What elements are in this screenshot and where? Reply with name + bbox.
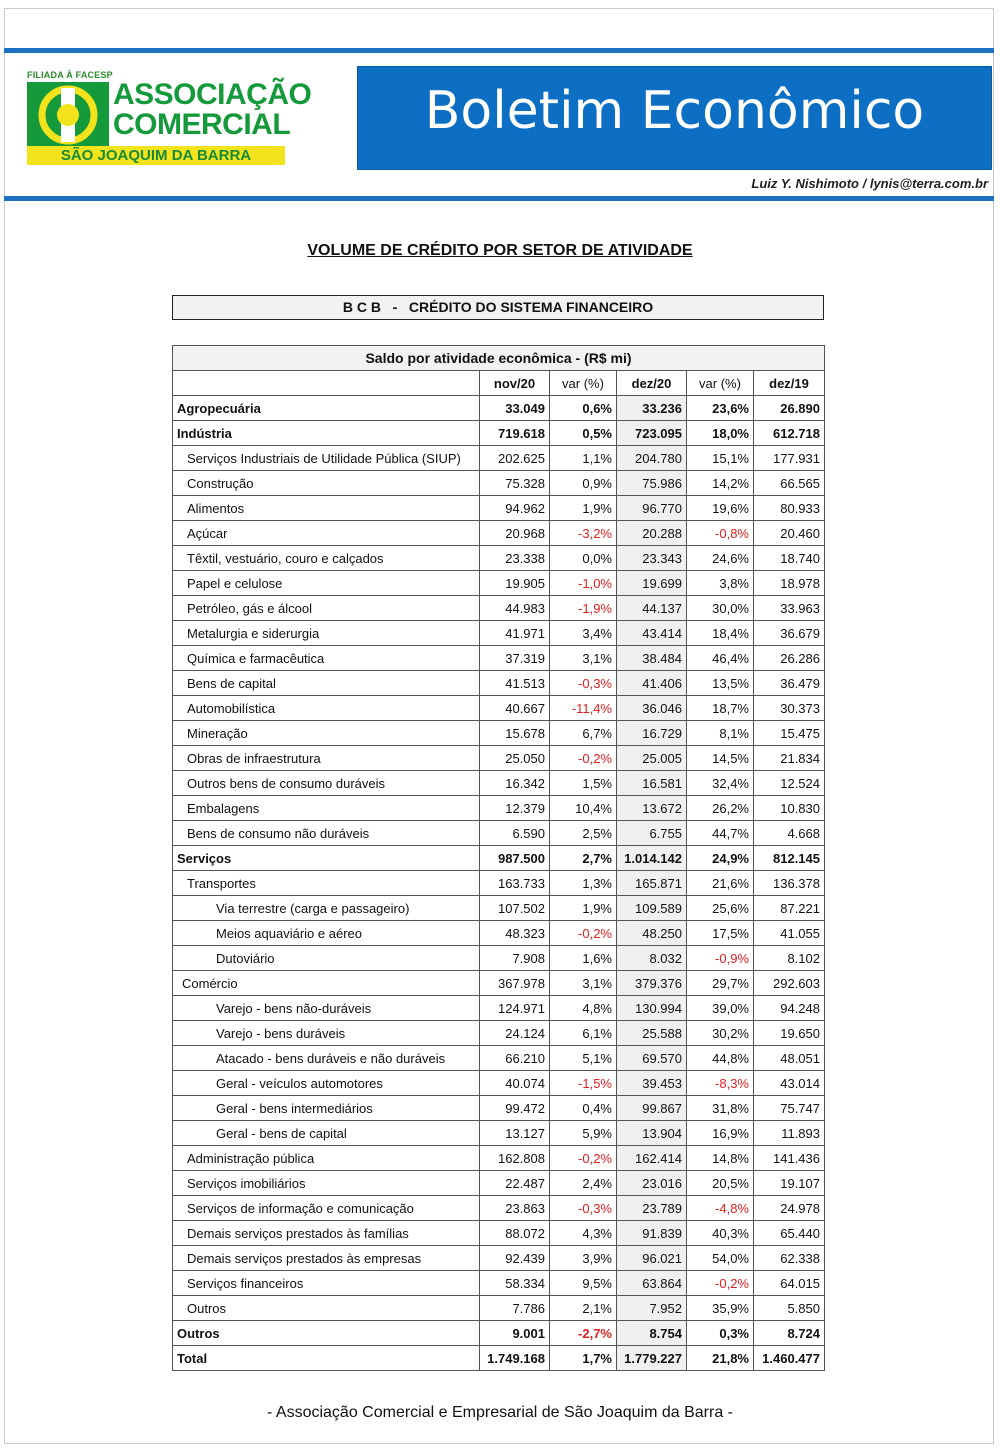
var-dez-value: 19,6% <box>687 496 754 521</box>
row-label: Outros <box>173 1321 480 1346</box>
dez20-value: 99.867 <box>617 1096 687 1121</box>
dez19-value: 136.378 <box>754 871 825 896</box>
logo-line-1: ASSOCIAÇÃO <box>113 78 312 111</box>
nov20-value: 24.124 <box>480 1021 550 1046</box>
dez19-value: 10.830 <box>754 796 825 821</box>
bulletin-title: Boletim Econômico <box>424 81 925 141</box>
dez19-value: 18.978 <box>754 571 825 596</box>
nov20-value: 48.323 <box>480 921 550 946</box>
row-label: Dutoviário <box>173 946 480 971</box>
var-dez-value: 32,4% <box>687 771 754 796</box>
dez20-value: 23.343 <box>617 546 687 571</box>
row-label: Agropecuária <box>173 396 480 421</box>
nov20-value: 16.342 <box>480 771 550 796</box>
nov20-value: 33.049 <box>480 396 550 421</box>
var-dez-value: 3,8% <box>687 571 754 596</box>
logo-affiliation: FILIADA À FACESP <box>27 70 113 80</box>
var-nov-value: -0,3% <box>550 1196 617 1221</box>
dez19-value: 94.248 <box>754 996 825 1021</box>
nov20-value: 7.786 <box>480 1296 550 1321</box>
var-dez-value: 18,7% <box>687 696 754 721</box>
nov20-value: 162.808 <box>480 1146 550 1171</box>
nov20-value: 40.074 <box>480 1071 550 1096</box>
row-label: Obras de infraestrutura <box>173 746 480 771</box>
dez19-value: 87.221 <box>754 896 825 921</box>
dez20-value: 13.904 <box>617 1121 687 1146</box>
var-nov-value: 2,4% <box>550 1171 617 1196</box>
dez20-value: 43.414 <box>617 621 687 646</box>
dez19-value: 1.460.477 <box>754 1346 825 1371</box>
dez20-value: 162.414 <box>617 1146 687 1171</box>
row-label: Outros <box>173 1296 480 1321</box>
var-nov-value: 1,7% <box>550 1346 617 1371</box>
var-dez-value: 18,4% <box>687 621 754 646</box>
var-nov-value: 5,9% <box>550 1121 617 1146</box>
var-nov-value: 1,5% <box>550 771 617 796</box>
nov20-value: 20.968 <box>480 521 550 546</box>
table-row <box>173 896 825 921</box>
var-dez-value: 35,9% <box>687 1296 754 1321</box>
table-row <box>173 596 825 621</box>
table-row <box>173 646 825 671</box>
var-nov-value: -1,0% <box>550 571 617 596</box>
dez20-value: 96.021 <box>617 1246 687 1271</box>
dez20-value: 25.588 <box>617 1021 687 1046</box>
row-label: Têxtil, vestuário, couro e calçados <box>173 546 480 571</box>
dez20-value: 38.484 <box>617 646 687 671</box>
dez20-value: 75.986 <box>617 471 687 496</box>
nov20-value: 75.328 <box>480 471 550 496</box>
nov20-value: 7.908 <box>480 946 550 971</box>
nov20-value: 367.978 <box>480 971 550 996</box>
dez20-value: 1.014.142 <box>617 846 687 871</box>
section-title: VOLUME DE CRÉDITO POR SETOR DE ATIVIDADE <box>307 242 693 259</box>
table-row <box>173 421 825 446</box>
table-row <box>173 396 825 421</box>
var-dez-value: 26,2% <box>687 796 754 821</box>
dez20-value: 6.755 <box>617 821 687 846</box>
var-nov-value: 3,1% <box>550 971 617 996</box>
nov20-value: 719.618 <box>480 421 550 446</box>
var-nov-value: 9,5% <box>550 1271 617 1296</box>
dez20-value: 16.581 <box>617 771 687 796</box>
dez20-value: 109.589 <box>617 896 687 921</box>
dez20-value: 69.570 <box>617 1046 687 1071</box>
table-row <box>173 721 825 746</box>
row-label: Atacado - bens duráveis e não duráveis <box>173 1046 480 1071</box>
dez20-value: 63.864 <box>617 1271 687 1296</box>
table-row <box>173 921 825 946</box>
row-label: Administração pública <box>173 1146 480 1171</box>
dez19-value: 75.747 <box>754 1096 825 1121</box>
dez20-value: 8.032 <box>617 946 687 971</box>
var-nov-value: -3,2% <box>550 521 617 546</box>
nov20-value: 94.962 <box>480 496 550 521</box>
dez19-value: 48.051 <box>754 1046 825 1071</box>
var-dez-value: 30,0% <box>687 596 754 621</box>
var-dez-value: 15,1% <box>687 446 754 471</box>
var-nov-value: -0,3% <box>550 671 617 696</box>
dez20-value: 204.780 <box>617 446 687 471</box>
var-nov-value: -11,4% <box>550 696 617 721</box>
var-nov-value: 1,6% <box>550 946 617 971</box>
var-nov-value: 1,9% <box>550 896 617 921</box>
header-nov20: nov/20 <box>480 371 550 396</box>
nov20-value: 88.072 <box>480 1221 550 1246</box>
dez20-value: 379.376 <box>617 971 687 996</box>
dez19-value: 19.650 <box>754 1021 825 1046</box>
nov20-value: 19.905 <box>480 571 550 596</box>
var-dez-value: -0,2% <box>687 1271 754 1296</box>
var-nov-value: -0,2% <box>550 1146 617 1171</box>
nov20-value: 40.667 <box>480 696 550 721</box>
dez19-value: 66.565 <box>754 471 825 496</box>
row-label: Demais serviços prestados às empresas <box>173 1246 480 1271</box>
row-label: Papel e celulose <box>173 571 480 596</box>
var-nov-value: 10,4% <box>550 796 617 821</box>
nov20-value: 1.749.168 <box>480 1346 550 1371</box>
nov20-value: 41.971 <box>480 621 550 646</box>
table-row <box>173 621 825 646</box>
var-nov-value: 0,6% <box>550 396 617 421</box>
var-nov-value: 4,8% <box>550 996 617 1021</box>
dez20-value: 8.754 <box>617 1321 687 1346</box>
dez19-value: 26.890 <box>754 396 825 421</box>
nov20-value: 99.472 <box>480 1096 550 1121</box>
row-label: Açúcar <box>173 521 480 546</box>
row-label: Bens de capital <box>173 671 480 696</box>
table-row <box>173 871 825 896</box>
var-nov-value: 1,1% <box>550 446 617 471</box>
dez20-value: 165.871 <box>617 871 687 896</box>
dez19-value: 19.107 <box>754 1171 825 1196</box>
var-nov-value: -2,7% <box>550 1321 617 1346</box>
table-row <box>173 1296 825 1321</box>
table-row <box>173 696 825 721</box>
credit-table <box>172 345 825 1371</box>
row-label: Serviços financeiros <box>173 1271 480 1296</box>
header-label <box>173 371 480 396</box>
nov20-value: 41.513 <box>480 671 550 696</box>
dez20-value: 723.095 <box>617 421 687 446</box>
var-nov-value: 3,9% <box>550 1246 617 1271</box>
var-dez-value: 20,5% <box>687 1171 754 1196</box>
table-row <box>173 996 825 1021</box>
row-label: Transportes <box>173 871 480 896</box>
nov20-value: 23.863 <box>480 1196 550 1221</box>
var-dez-value: -8,3% <box>687 1071 754 1096</box>
var-nov-value: -1,9% <box>550 596 617 621</box>
dez19-value: 21.834 <box>754 746 825 771</box>
var-dez-value: 17,5% <box>687 921 754 946</box>
var-nov-value: 2,1% <box>550 1296 617 1321</box>
var-dez-value: -0,8% <box>687 521 754 546</box>
row-label: Geral - bens de capital <box>173 1121 480 1146</box>
table-row <box>173 846 825 871</box>
dez19-value: 64.015 <box>754 1271 825 1296</box>
row-label: Construção <box>173 471 480 496</box>
var-dez-value: 14,2% <box>687 471 754 496</box>
dez20-value: 39.453 <box>617 1071 687 1096</box>
table-row <box>173 1196 825 1221</box>
row-label: Serviços imobiliários <box>173 1171 480 1196</box>
var-dez-value: 46,4% <box>687 646 754 671</box>
nov20-value: 66.210 <box>480 1046 550 1071</box>
var-nov-value: 3,4% <box>550 621 617 646</box>
bulletin-banner <box>357 66 992 170</box>
var-nov-value: 5,1% <box>550 1046 617 1071</box>
table-row <box>173 796 825 821</box>
var-nov-value: 2,5% <box>550 821 617 846</box>
table-row <box>173 946 825 971</box>
dez20-value: 13.672 <box>617 796 687 821</box>
var-nov-value: 0,9% <box>550 471 617 496</box>
var-dez-value: 39,0% <box>687 996 754 1021</box>
dez20-value: 48.250 <box>617 921 687 946</box>
nov20-value: 37.319 <box>480 646 550 671</box>
nov20-value: 12.379 <box>480 796 550 821</box>
dez19-value: 292.603 <box>754 971 825 996</box>
var-nov-value: 1,3% <box>550 871 617 896</box>
dez20-value: 41.406 <box>617 671 687 696</box>
nov20-value: 107.502 <box>480 896 550 921</box>
nov20-value: 163.733 <box>480 871 550 896</box>
dez19-value: 15.475 <box>754 721 825 746</box>
var-nov-value: 0,4% <box>550 1096 617 1121</box>
dez20-value: 23.016 <box>617 1171 687 1196</box>
table-row <box>173 746 825 771</box>
row-label: Serviços de informação e comunicação <box>173 1196 480 1221</box>
dez20-value: 25.005 <box>617 746 687 771</box>
nov20-value: 92.439 <box>480 1246 550 1271</box>
table-row <box>173 1171 825 1196</box>
dez19-value: 36.679 <box>754 621 825 646</box>
table-row <box>173 571 825 596</box>
row-label: Bens de consumo não duráveis <box>173 821 480 846</box>
var-nov-value: 3,1% <box>550 646 617 671</box>
dez19-value: 36.479 <box>754 671 825 696</box>
dez19-value: 26.286 <box>754 646 825 671</box>
row-label: Outros bens de consumo duráveis <box>173 771 480 796</box>
var-dez-value: 18,0% <box>687 421 754 446</box>
row-label: Via terrestre (carga e passageiro) <box>173 896 480 921</box>
dez19-value: 141.436 <box>754 1146 825 1171</box>
row-label: Total <box>173 1346 480 1371</box>
var-dez-value: 16,9% <box>687 1121 754 1146</box>
bcb-title-box: B C B - CRÉDITO DO SISTEMA FINANCEIRO <box>172 295 824 320</box>
header-dez19: dez/19 <box>754 371 825 396</box>
dez19-value: 4.668 <box>754 821 825 846</box>
var-dez-value: 54,0% <box>687 1246 754 1271</box>
dez20-value: 7.952 <box>617 1296 687 1321</box>
var-dez-value: 23,6% <box>687 396 754 421</box>
row-label: Demais serviços prestados às famílias <box>173 1221 480 1246</box>
table-row <box>173 1096 825 1121</box>
table-row <box>173 546 825 571</box>
dez19-value: 812.145 <box>754 846 825 871</box>
dez19-value: 20.460 <box>754 521 825 546</box>
row-label: Serviços Industriais de Utilidade Pública (SIUP) <box>173 446 480 471</box>
logo-emblem-icon <box>27 82 109 148</box>
table-row <box>173 821 825 846</box>
var-dez-value: 21,8% <box>687 1346 754 1371</box>
var-dez-value: 14,5% <box>687 746 754 771</box>
var-nov-value: 0,5% <box>550 421 617 446</box>
table-row <box>173 471 825 496</box>
logo-line-2: COMERCIAL <box>113 108 291 141</box>
dez20-value: 44.137 <box>617 596 687 621</box>
row-label: Geral - veículos automotores <box>173 1071 480 1096</box>
dez20-value: 96.770 <box>617 496 687 521</box>
var-dez-value: -0,9% <box>687 946 754 971</box>
nov20-value: 25.050 <box>480 746 550 771</box>
row-label: Alimentos <box>173 496 480 521</box>
nov20-value: 6.590 <box>480 821 550 846</box>
dez20-value: 91.839 <box>617 1221 687 1246</box>
nov20-value: 15.678 <box>480 721 550 746</box>
dez20-value: 1.779.227 <box>617 1346 687 1371</box>
var-dez-value: 25,6% <box>687 896 754 921</box>
header-bottom-rule <box>4 196 994 201</box>
var-dez-value: 44,7% <box>687 821 754 846</box>
table-row <box>173 1121 825 1146</box>
var-dez-value: -4,8% <box>687 1196 754 1221</box>
table-row <box>173 1271 825 1296</box>
dez19-value: 8.102 <box>754 946 825 971</box>
nov20-value: 23.338 <box>480 546 550 571</box>
nov20-value: 124.971 <box>480 996 550 1021</box>
logo-city: SÃO JOAQUIM DA BARRA <box>27 146 285 165</box>
association-logo <box>27 70 312 165</box>
table-caption: Saldo por atividade econômica - (R$ mi) <box>173 346 825 371</box>
header-var-2: var (%) <box>687 371 754 396</box>
var-nov-value: 6,1% <box>550 1021 617 1046</box>
dez19-value: 30.373 <box>754 696 825 721</box>
row-label: Varejo - bens não-duráveis <box>173 996 480 1021</box>
header-var-1: var (%) <box>550 371 617 396</box>
row-label: Indústria <box>173 421 480 446</box>
table-row <box>173 446 825 471</box>
nov20-value: 202.625 <box>480 446 550 471</box>
dez20-value: 130.994 <box>617 996 687 1021</box>
var-dez-value: 31,8% <box>687 1096 754 1121</box>
nov20-value: 987.500 <box>480 846 550 871</box>
nov20-value: 58.334 <box>480 1271 550 1296</box>
table-row <box>173 771 825 796</box>
table-row <box>173 521 825 546</box>
row-label: Geral - bens intermediários <box>173 1096 480 1121</box>
var-dez-value: 24,9% <box>687 846 754 871</box>
nov20-value: 13.127 <box>480 1121 550 1146</box>
dez19-value: 24.978 <box>754 1196 825 1221</box>
var-dez-value: 0,3% <box>687 1321 754 1346</box>
var-dez-value: 24,6% <box>687 546 754 571</box>
dez20-value: 16.729 <box>617 721 687 746</box>
dez19-value: 41.055 <box>754 921 825 946</box>
var-dez-value: 40,3% <box>687 1221 754 1246</box>
row-label: Mineração <box>173 721 480 746</box>
table-row <box>173 1346 825 1371</box>
footer: - Associação Comercial e Empresarial de São Joaquim da Barra - <box>267 1404 733 1421</box>
row-label: Varejo - bens duráveis <box>173 1021 480 1046</box>
var-dez-value: 8,1% <box>687 721 754 746</box>
table-row <box>173 1221 825 1246</box>
table-row <box>173 971 825 996</box>
dez19-value: 33.963 <box>754 596 825 621</box>
dez19-value: 80.933 <box>754 496 825 521</box>
dez19-value: 62.338 <box>754 1246 825 1271</box>
var-nov-value: -1,5% <box>550 1071 617 1096</box>
row-label: Meios aquaviário e aéreo <box>173 921 480 946</box>
dez19-value: 43.014 <box>754 1071 825 1096</box>
var-dez-value: 21,6% <box>687 871 754 896</box>
dez19-value: 65.440 <box>754 1221 825 1246</box>
row-label: Petróleo, gás e álcool <box>173 596 480 621</box>
dez19-value: 12.524 <box>754 771 825 796</box>
dez19-value: 177.931 <box>754 446 825 471</box>
var-dez-value: 29,7% <box>687 971 754 996</box>
table-row <box>173 1246 825 1271</box>
dez20-value: 20.288 <box>617 521 687 546</box>
dez19-value: 5.850 <box>754 1296 825 1321</box>
var-nov-value: -0,2% <box>550 921 617 946</box>
row-label: Metalurgia e siderurgia <box>173 621 480 646</box>
table-row <box>173 1146 825 1171</box>
nov20-value: 44.983 <box>480 596 550 621</box>
logo-wordmark <box>113 80 311 140</box>
row-label: Química e farmacêutica <box>173 646 480 671</box>
dez20-value: 23.789 <box>617 1196 687 1221</box>
author-line: Luiz Y. Nishimoto / lynis@terra.com.br <box>751 176 988 191</box>
dez19-value: 11.893 <box>754 1121 825 1146</box>
row-label: Comércio <box>173 971 480 996</box>
dez20-value: 36.046 <box>617 696 687 721</box>
var-nov-value: 1,9% <box>550 496 617 521</box>
dez20-value: 19.699 <box>617 571 687 596</box>
dez19-value: 612.718 <box>754 421 825 446</box>
table-row <box>173 1046 825 1071</box>
table-row <box>173 496 825 521</box>
row-label: Automobilística <box>173 696 480 721</box>
var-nov-value: 4,3% <box>550 1221 617 1246</box>
dez19-value: 8.724 <box>754 1321 825 1346</box>
var-nov-value: 2,7% <box>550 846 617 871</box>
row-label: Serviços <box>173 846 480 871</box>
table-row <box>173 1071 825 1096</box>
dez20-value: 33.236 <box>617 396 687 421</box>
var-nov-value: 0,0% <box>550 546 617 571</box>
dez19-value: 18.740 <box>754 546 825 571</box>
table-row <box>173 671 825 696</box>
header-dez20: dez/20 <box>617 371 687 396</box>
row-label: Embalagens <box>173 796 480 821</box>
table-row <box>173 1321 825 1346</box>
var-dez-value: 30,2% <box>687 1021 754 1046</box>
nov20-value: 9.001 <box>480 1321 550 1346</box>
var-dez-value: 14,8% <box>687 1146 754 1171</box>
var-nov-value: 6,7% <box>550 721 617 746</box>
table-row <box>173 1021 825 1046</box>
var-dez-value: 44,8% <box>687 1046 754 1071</box>
var-nov-value: -0,2% <box>550 746 617 771</box>
var-dez-value: 13,5% <box>687 671 754 696</box>
nov20-value: 22.487 <box>480 1171 550 1196</box>
top-rule <box>4 48 994 53</box>
